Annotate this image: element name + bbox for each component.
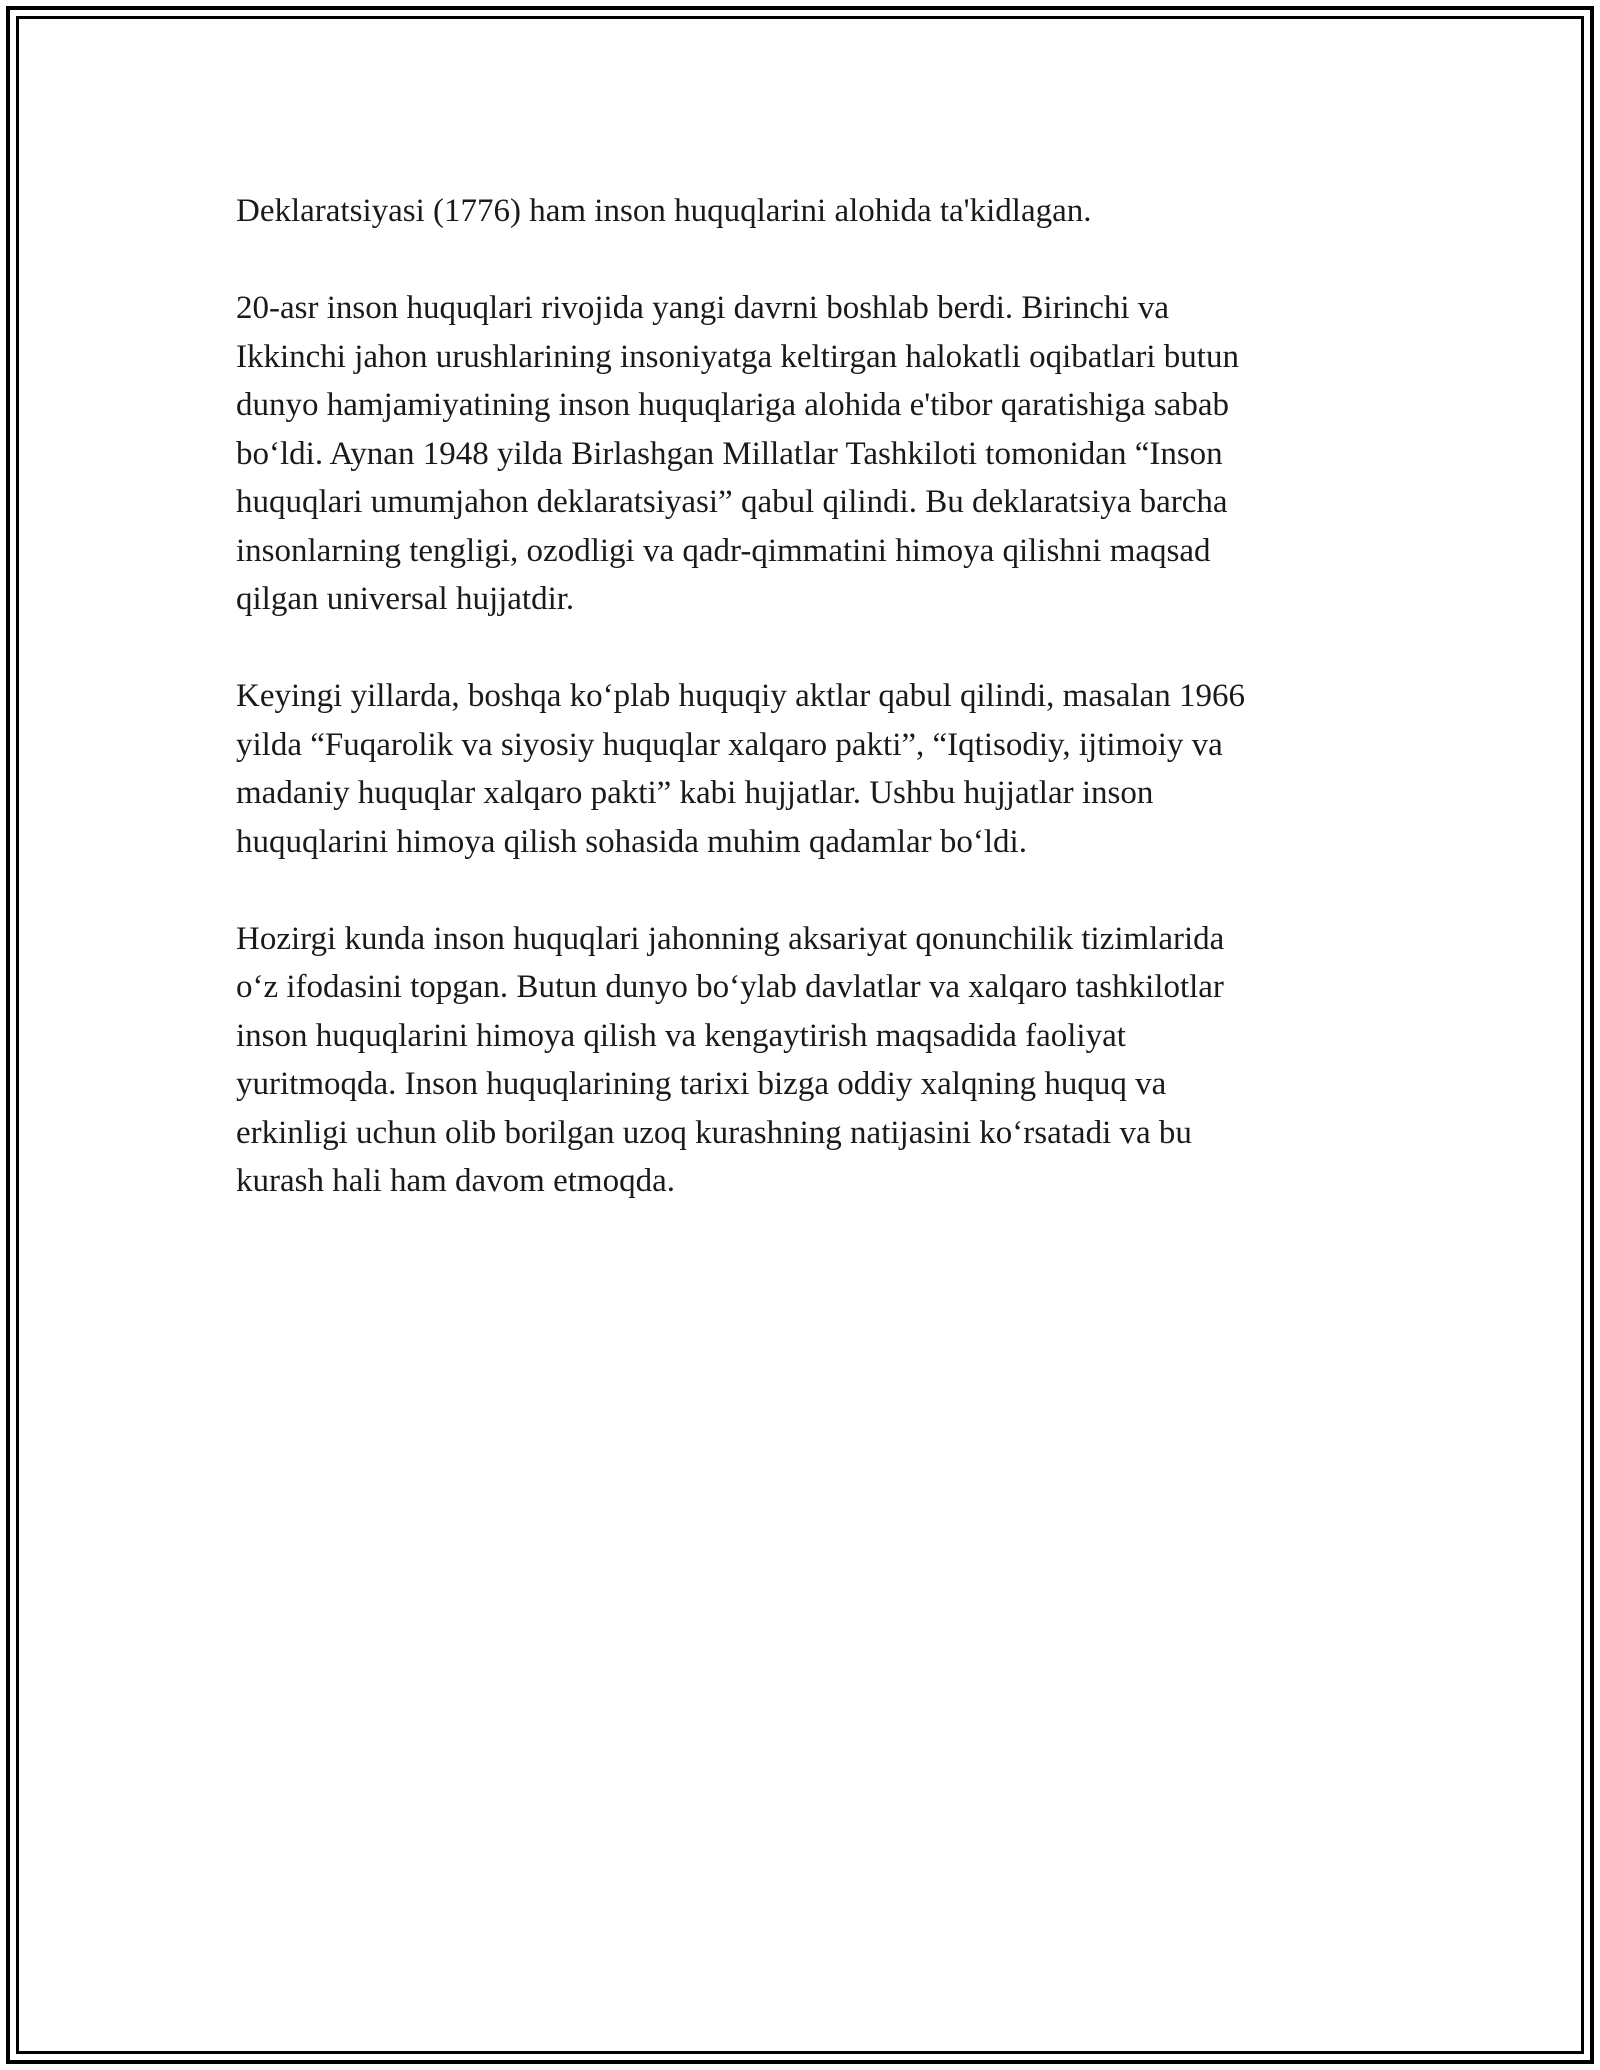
document-body	[236, 187, 1366, 1254]
paragraph-3: Keyingi yillarda, boshqa ko‘plab huquqiy aktlar qabul qilindi, masalan 1966 yilda “Fuqarolik va siyosiy huquqlar xalqaro pakti”, “Iqtisodiy, ijtimoiy va madaniy huquqlar xalqaro pakti” kabi hujjatlar. Ushbu hujjatlar inson huquqlarini himoya qilish sohasida muhim qadamlar bo‘ldi.	[236, 678, 1246, 860]
paragraph-4: Hozirgi kunda inson huquqlari jahonning aksariyat qonunchilik tizimlarida o‘z ifodasini topgan. Butun dunyo bo‘ylab davlatlar va xalqaro tashkilotlar inson huquqlarini himoya qilish va kengaytirish maqsadida faoliyat yuritmoqda. Inson huquqlarining tarixi bizga oddiy xalqning huquq va erkinligi uchun olib borilgan uzoq kurashning natijasini ko‘rsatadi va bu kurash hali ham davom etmoqda.	[236, 920, 1225, 1199]
paragraph-2: 20-asr inson huquqlari rivojida yangi davrni boshlab berdi. Birinchi va Ikkinchi jahon urushlarining insoniyatga keltirgan halokatli oqibatlari butun dunyo hamjamiyatining inson huquqlariga alohida e'tibor qaratishiga sabab bo‘ldi. Aynan 1948 yilda Birlashgan Millatlar Tashkiloti tomonidan “Inson huquqlari umumjahon deklaratsiyasi” qabul qilindi. Bu deklaratsiya barcha insonlarning tengligi, ozodligi va qadr-qimmatini himoya qilishni maqsad qilgan universal hujjatdir.	[236, 290, 1239, 617]
paragraph-1: Deklaratsiyasi (1776) ham inson huquqlarini alohida ta'kidlagan.	[236, 193, 1092, 229]
